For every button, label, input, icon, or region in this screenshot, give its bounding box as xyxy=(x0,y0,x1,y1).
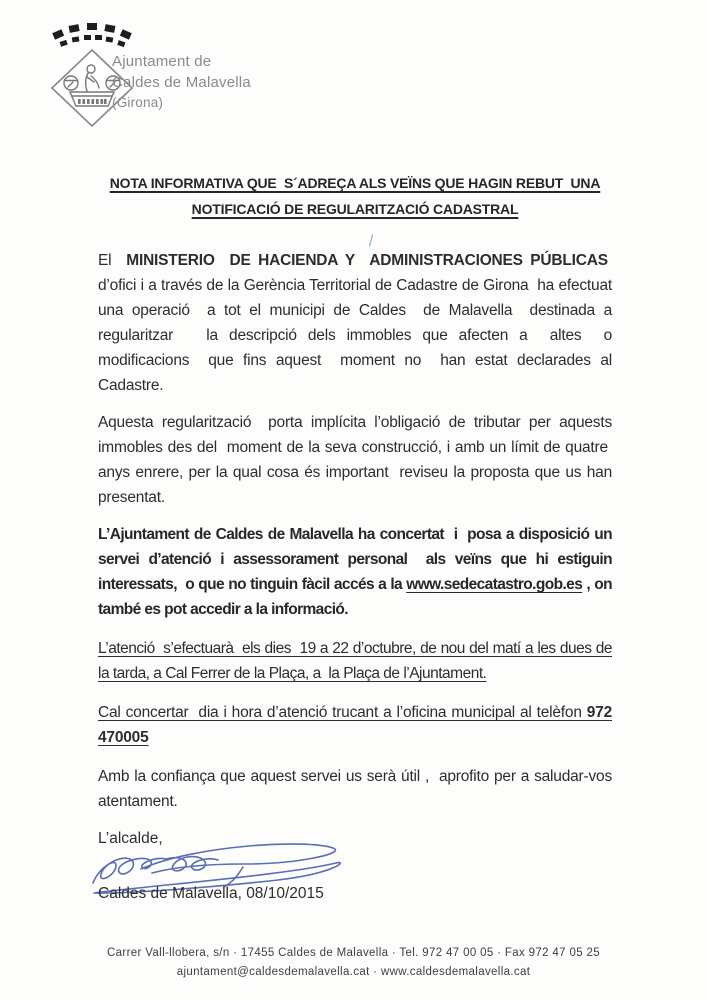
paragraph-appointment-phone xyxy=(98,700,612,750)
paragraph-ministry-operation xyxy=(98,248,612,398)
p1-rest: d’ofici i a través de la Gerència Territorial de Cadastre de Girona ha efectuat una operació a tot el municipi de Caldes de Malavella destinada a regularitzar la descripció dels immobles que afecten a altes o modificacions que fins aquest moment no han estat declarades al Cadastre. xyxy=(98,252,612,394)
p1-ministry-name: MINISTERIO DE HACIENDA Y ADMINISTRACIONES PÚBLICAS xyxy=(126,252,608,269)
document-title xyxy=(98,170,612,222)
signoff-role: L’alcalde, xyxy=(98,830,163,847)
document-title-line2: NOTIFICACIÓ DE REGULARITZACIÓ CADASTRAL xyxy=(191,201,519,217)
phone-number: 972 470005 xyxy=(98,704,612,746)
p5-text: Cal concertar dia i hora d’atenció trucant a l’oficina municipal al telèfon xyxy=(98,704,587,721)
p3-text-after-link: , on també es pot accedir a la informació. xyxy=(98,576,612,618)
letter-content xyxy=(98,170,612,903)
paragraph-closing: Amb la confiança que aquest servei us serà útil , aprofito per a saludar-vos atentament. xyxy=(98,768,612,810)
org-line-1: Ajuntament de xyxy=(112,53,212,70)
footer-address-line: Carrer Vall-llobera, s/n · 17455 Caldes de Malavella · Tel. 972 47 00 05 · Fax 972 47 05 25 xyxy=(107,947,600,959)
paragraph-attention-dates: L’atenció s’efectuarà els dies 19 a 22 d’octubre, de nou del matí a les dues de la tarda, a Cal Ferrer de la Plaça, a la Plaça de l’Ajuntament. xyxy=(98,640,612,682)
organisation-name xyxy=(112,52,251,114)
document-title-line1: NOTA INFORMATIVA QUE S´ADREÇA ALS VEÏNS QUE HAGIN REBUT UNA xyxy=(109,175,601,191)
p1-prefix: El xyxy=(98,252,127,269)
sedecatastro-url: www.sedecatastro.gob.es xyxy=(406,576,583,593)
letterhead-footer xyxy=(0,944,707,982)
paragraph-tax-obligation: Aquesta regularització porta implícita l’obligació de tributar per aquests immobles des del moment de la seva construcció, i amb un límit de quatre anys enrere, per la qual cosa és important reviseu la proposta que us han presentat. xyxy=(98,414,612,506)
place-and-date: Caldes de Malavella, 08/10/2015 xyxy=(98,885,324,902)
org-line-3: (Girona) xyxy=(112,95,164,110)
p3-text-before-link: L’Ajuntament de Caldes de Malavella ha concertat i posa a disposició un servei d’atenció i assessorament personal als veïns que hi estiguin interessats, o que no tinguin fàcil accés a la xyxy=(98,526,612,593)
footer-web-line: ajuntament@caldesdemalavella.cat · www.caldesdemalavella.cat xyxy=(176,966,531,978)
paragraph-council-service xyxy=(98,522,612,622)
org-line-2: Caldes de Malavella xyxy=(112,73,251,91)
